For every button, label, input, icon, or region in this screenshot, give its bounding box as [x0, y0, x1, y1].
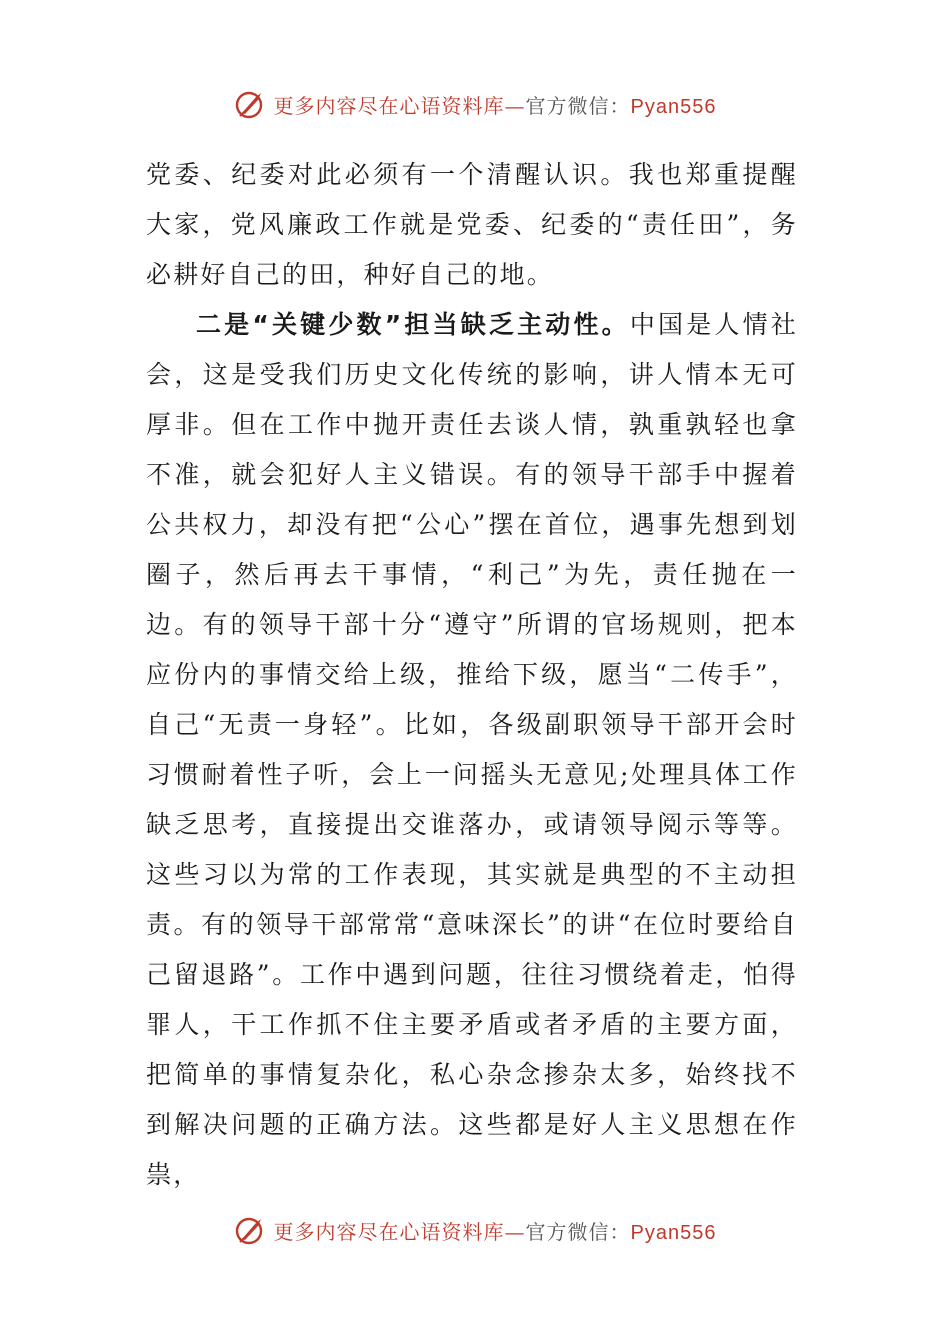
paragraph-2-text: 中国是人情社会，这是受我们历史文化传统的影响，讲人情本无可厚非。但在工作中抛开责任去谈人情，孰重孰轻也拿不准，就会犯好人主义错误。有的领导干部手中握着公共权力，却没有把“公心”摆在首位，遇事先想到划圈子，然后再去干事情，“利己”为先，责任抛在一边。有的领导干部十分“遵守”所谓的官场规则，把本应份内的事情交给上级，推给下级，愿当“二传手”，自己“无责一身轻”。比如，各级副职领导干部开会时习惯耐着性子听，会上一问摇头无意见;处理具体工作缺乏思考，直接提出交谁落办，或请领导阅示等等。这些习以为常的工作表现，其实就是典型的不主动担责。有的领导干部常常“意味深长”的讲“在位时要给自己留退路”。工作中遇到问题，往往习惯绕着走，怕得罪人，干工作抓不住主要矛盾或者矛盾的主要方面，把简单的事情复杂化，私心杂念掺杂太多，始终找不到解决问题的正确方法。这些都是好人主义思想在作祟，: [146, 310, 798, 1189]
footer-banner: [0, 1210, 950, 1250]
header-banner-text: [274, 90, 717, 119]
footer-site-text: 更多内容尽在心语资料库: [273, 1219, 505, 1244]
paragraph-2: [146, 300, 798, 1200]
document-body: [146, 150, 798, 1200]
footer-wechat-id: Pyan556: [630, 1221, 717, 1244]
header-separator: —: [504, 93, 526, 118]
paragraph-1: 党委、纪委对此必须有一个清醒认识。我也郑重提醒大家，党风廉政工作就是党委、纪委的“责任田”，务必耕好自己的田，种好自己的地。: [146, 160, 798, 289]
pen-logo-icon: [234, 1213, 268, 1247]
footer-banner-text: [274, 1216, 717, 1245]
header-wechat-id: Pyan556: [630, 95, 717, 118]
footer-separator: —: [504, 1219, 526, 1244]
header-site-text: 更多内容尽在心语资料库: [273, 93, 505, 118]
header-label: 官方微信：: [525, 93, 631, 118]
header-banner: [0, 84, 950, 124]
footer-label: 官方微信：: [525, 1219, 631, 1244]
paragraph-2-heading: 二是“关键少数”担当缺乏主动性。: [196, 310, 630, 339]
pen-logo-icon: [234, 87, 268, 121]
